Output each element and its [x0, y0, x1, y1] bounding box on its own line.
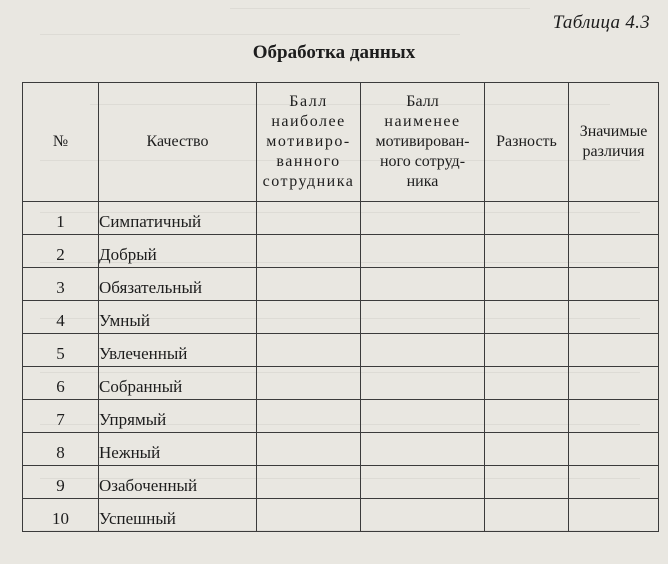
cell-difference — [485, 466, 569, 499]
table-number-label: Таблица 4.3 — [552, 12, 650, 33]
cell-least-score — [361, 202, 485, 235]
table-row — [23, 367, 659, 400]
row-quality: Обязательный — [99, 268, 257, 301]
cell-difference — [485, 202, 569, 235]
cell-significant — [569, 301, 659, 334]
row-quality: Симпатичный — [99, 202, 257, 235]
cell-least-score — [361, 466, 485, 499]
cell-difference — [485, 268, 569, 301]
header-least-line: ника — [406, 173, 439, 190]
cell-least-score — [361, 433, 485, 466]
row-number: 8 — [23, 433, 99, 466]
cell-significant — [569, 433, 659, 466]
table-header-row — [23, 83, 659, 202]
header-significant-line: различия — [582, 143, 645, 160]
cell-difference — [485, 499, 569, 532]
cell-most-score — [257, 400, 361, 433]
row-quality: Собранный — [99, 367, 257, 400]
cell-least-score — [361, 367, 485, 400]
cell-significant — [569, 235, 659, 268]
header-significant-differences — [569, 83, 659, 202]
row-quality: Озабоченный — [99, 466, 257, 499]
header-number — [23, 83, 99, 202]
cell-least-score — [361, 499, 485, 532]
row-quality: Увлеченный — [99, 334, 257, 367]
row-number: 1 — [23, 202, 99, 235]
row-number: 2 — [23, 235, 99, 268]
cell-significant — [569, 334, 659, 367]
table-row — [23, 400, 659, 433]
cell-difference — [485, 400, 569, 433]
header-most-line: Балл — [289, 93, 328, 110]
table-row — [23, 499, 659, 532]
row-number: 3 — [23, 268, 99, 301]
table-caption: Обработка данных — [252, 42, 416, 63]
cell-most-score — [257, 499, 361, 532]
cell-significant — [569, 466, 659, 499]
header-most-line: мотивиро- — [266, 133, 351, 150]
header-quality-text: Качество — [146, 133, 209, 150]
table-row — [23, 301, 659, 334]
cell-difference — [485, 334, 569, 367]
row-number: 4 — [23, 301, 99, 334]
header-significant-line: Значимые — [579, 123, 648, 140]
row-number: 6 — [23, 367, 99, 400]
table-row — [23, 268, 659, 301]
row-quality: Нежный — [99, 433, 257, 466]
cell-least-score — [361, 400, 485, 433]
cell-most-score — [257, 367, 361, 400]
cell-difference — [485, 235, 569, 268]
header-difference — [485, 83, 569, 202]
cell-most-score — [257, 301, 361, 334]
cell-difference — [485, 433, 569, 466]
row-quality: Добрый — [99, 235, 257, 268]
cell-most-score — [257, 235, 361, 268]
table-row — [23, 334, 659, 367]
row-quality: Успешный — [99, 499, 257, 532]
cell-significant — [569, 268, 659, 301]
row-quality: Упрямый — [99, 400, 257, 433]
cell-most-score — [257, 268, 361, 301]
row-number: 5 — [23, 334, 99, 367]
cell-difference — [485, 301, 569, 334]
cell-most-score — [257, 466, 361, 499]
cell-difference — [485, 367, 569, 400]
data-processing-table — [22, 82, 659, 532]
cell-least-score — [361, 334, 485, 367]
cell-least-score — [361, 301, 485, 334]
header-most-line: сотрудника — [262, 173, 355, 190]
row-quality: Умный — [99, 301, 257, 334]
header-most-line: ванного — [276, 153, 341, 170]
cell-significant — [569, 202, 659, 235]
cell-significant — [569, 499, 659, 532]
table-row — [23, 466, 659, 499]
table-row — [23, 235, 659, 268]
row-number: 10 — [23, 499, 99, 532]
row-number: 9 — [23, 466, 99, 499]
cell-significant — [569, 400, 659, 433]
header-least-motivated-score — [361, 83, 485, 202]
cell-most-score — [257, 433, 361, 466]
header-number-text: № — [52, 133, 69, 150]
table-row — [23, 202, 659, 235]
header-most-motivated-score — [257, 83, 361, 202]
header-quality — [99, 83, 257, 202]
header-least-line: Балл — [406, 93, 439, 110]
cell-most-score — [257, 334, 361, 367]
header-least-line: наименее — [384, 113, 461, 130]
row-number: 7 — [23, 400, 99, 433]
header-least-line: ного сотруд- — [379, 153, 466, 170]
cell-most-score — [257, 202, 361, 235]
cell-least-score — [361, 235, 485, 268]
header-least-line: мотивирован- — [375, 133, 470, 150]
cell-least-score — [361, 268, 485, 301]
header-most-line: наиболее — [271, 113, 346, 130]
table-row — [23, 433, 659, 466]
cell-significant — [569, 367, 659, 400]
header-difference-text: Разность — [496, 133, 557, 150]
